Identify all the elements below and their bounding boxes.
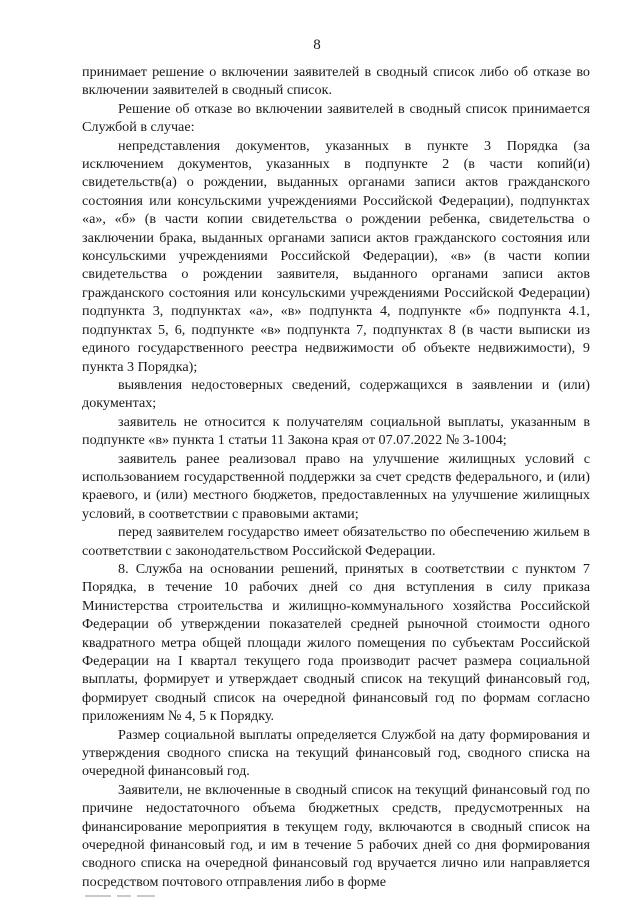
paragraph-not-recipient: заявитель не относится к получателям социальной выплаты, указанным в подпункте «в» пункта 1 статьи 11 Закона края от 07.07.2022 № 3-1004; xyxy=(82,413,590,449)
paragraph-nonsubmission: непредставления документов, указанных в пункте 3 Порядка (за исключением документов, указанных в подпункте 2 (в части копий(и) свидетельств(а) о рождении, выданных органами записи актов гражданского состояния или консульскими учреждениями Российской Федерации), подпунктах «а», «б» (в части копии свидетельства о рождении ребенка, свидетельства о заключении брака, выданных органами записи актов гражданского состояния или консульскими учреждениями Российской Федерации), «в» (в части копии свидетельства о рождении заявителя, выданного органами записи актов гражданского состояния или консульскими учреждениями Российской Федерации) подпункта 3, подпунктах «а», «в» подпункта 4, подпункте «б» подпункта 4.1, подпунктах 5, 6, подпункте «в» подпункта 7, подпунктах 8 (в части выписки из единого государственного реестра недвижимости об объекте недвижимости), 9 пункта 3 Порядка); xyxy=(82,137,590,375)
paragraph-prior-right: заявитель ранее реализовал право на улучшение жилищных условий с использованием государственной поддержки за счет средств федерального, и (или) краевого, и (или) местного бюджетов, предоставленных на улучшение жилищных условий, в соответствии с правовыми актами; xyxy=(82,450,590,522)
page-number: 8 xyxy=(313,37,321,53)
paragraph-not-included: Заявители, не включенные в сводный список на текущий финансовый год по причине недостаточного объема бюджетных средств, предусмотренных на финансирование мероприятия в текущем году, включаются в сводный список на очередной финансовый год, и им в течение 5 рабочих дней со дня формирования сводного списка на очередной финансовый год вручается лично или направляется посредством почтового отправления либо в форме xyxy=(82,781,590,890)
paragraph-item-8: 8. Служба на основании решений, принятых в соответствии с пунктом 7 Порядка, в течение 10 рабочих дней со дня вступления в силу приказа Министерства строительства и жилищно-коммунального хозяйства Российской Федерации об утверждении показателей средней рыночной стоимости одного квадратного метра общей площади жилого помещения по субъектам Российской Федерации на I квартал текущего года производит расчет размера социальной выплаты, формирует и утверждает сводный список на текущий финансовый год, формирует сводный список на очередной финансовый год по формам согласно приложениям № 4, 5 к Порядку. xyxy=(82,560,590,725)
paragraph-refusal-intro: Решение об отказе во включении заявителей в сводный список принимается Службой в случае: xyxy=(82,100,590,136)
paragraph-continuation: принимает решение о включении заявителей в сводный список либо об отказе во включении заявителей в сводный список. xyxy=(82,64,590,99)
paragraph-false-info: выявления недостоверных сведений, содержащихся в заявлении и (или) документах; xyxy=(82,376,590,412)
document-body xyxy=(82,63,590,891)
paragraph-state-obligation: перед заявителем государство имеет обязательство по обеспечению жильем в соответствии с законодательством Российской Федерации. xyxy=(82,524,590,559)
scan-artifact xyxy=(85,895,175,899)
paragraph-payment-size: Размер социальной выплаты определяется Службой на дату формирования и утверждения сводного списка на текущий финансовый год, сводного списка на очередной финансовый год. xyxy=(82,726,590,780)
